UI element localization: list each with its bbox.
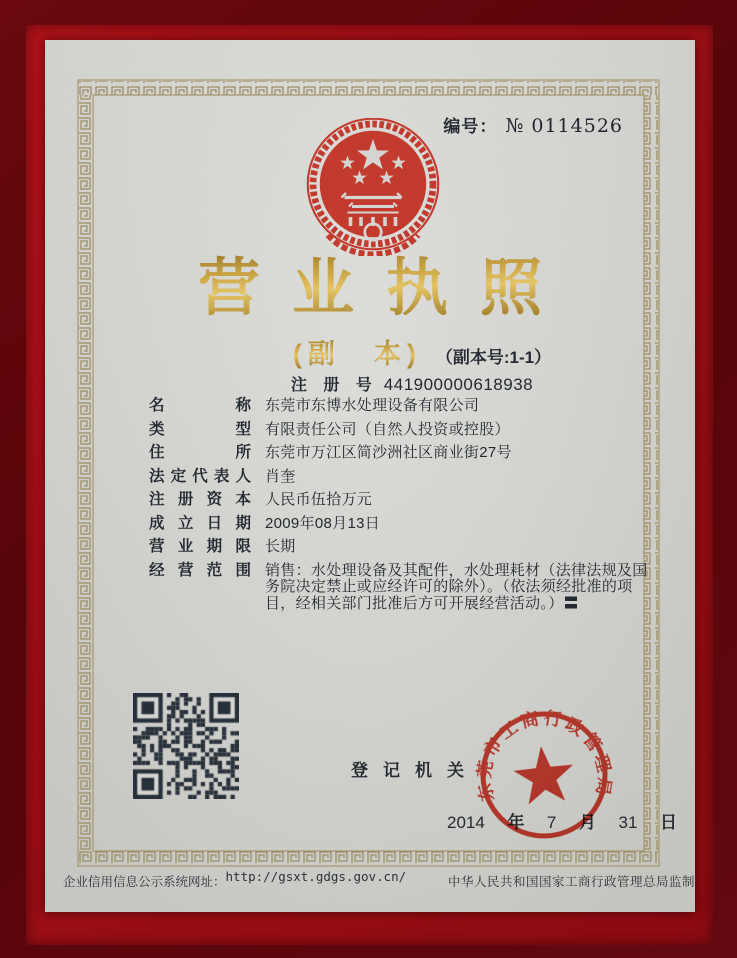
subtitle-row	[97, 332, 737, 371]
date-year-unit: 年	[507, 813, 525, 832]
field-label: 营业期限	[149, 538, 251, 555]
field-row	[149, 539, 654, 556]
footer	[63, 869, 695, 890]
license-title: 营业执照	[45, 238, 695, 327]
footer-right-text: 中华人民共和国国家工商行政管理总局监制	[447, 875, 695, 889]
official-seal	[457, 688, 631, 862]
field-value: 有限责任公司（自然人投资或控股）	[265, 420, 510, 438]
field-value: 2009年08月13日	[265, 514, 381, 532]
copy-label: (副 本)	[293, 332, 422, 371]
field-value: 东莞市东博水处理设备有限公司	[265, 397, 480, 414]
field-value: 东莞市万江区简沙洲社区商业街27号	[265, 444, 512, 461]
field-row	[149, 422, 654, 439]
date-day-unit: 日	[659, 813, 677, 832]
field-label: 注册资本	[149, 491, 251, 508]
field-row	[149, 492, 654, 509]
field-row	[149, 445, 654, 462]
field-value: 肖奎	[265, 467, 296, 485]
field-row	[149, 398, 654, 415]
seal-text: 东莞市工商行政管理局	[473, 707, 615, 804]
date-month-unit: 月	[578, 813, 596, 832]
field-label: 类型	[149, 420, 251, 438]
date-day: 31	[618, 813, 638, 832]
red-mat	[26, 25, 713, 945]
license-paper	[45, 40, 695, 912]
registration-number-label: 注 册 号	[290, 377, 378, 394]
serial-number-row	[443, 112, 623, 137]
field-row	[149, 469, 654, 486]
seal-star-icon	[511, 743, 576, 806]
field-label: 成立日期	[149, 514, 251, 532]
copy-number: （副本号:1-1）	[435, 348, 552, 367]
footer-url: http://gsxt.gdgs.gov.cn/	[225, 869, 407, 884]
field-label: 经营范围	[149, 561, 251, 579]
qr-code	[133, 693, 239, 799]
field-row	[149, 563, 654, 613]
date-month: 7	[546, 813, 557, 832]
field-label: 法定代表人	[149, 467, 251, 485]
field-value: 销售：水处理设备及其配件，水处理耗材（法律法规及国务院决定禁止或应经许可的除外）。（依法须经批准的项目，经相关部门批准后方可开展经营活动。）〓	[265, 561, 648, 612]
serial-label: 编号：	[443, 117, 498, 136]
footer-left-label: 企业信用信息公示系统网址：	[63, 875, 226, 889]
field-label: 住所	[149, 444, 251, 461]
field-value: 长期	[265, 538, 296, 555]
registration-number-value: 441900000618938	[383, 375, 534, 394]
date-year: 2014	[447, 813, 485, 832]
registration-number-row	[87, 372, 737, 395]
china-national-emblem-icon	[298, 118, 448, 256]
serial-number: № 0114526	[505, 115, 623, 137]
field-value: 人民币伍拾万元	[265, 491, 373, 508]
registry-authority-label: 登记机关	[351, 761, 479, 780]
field-row	[149, 516, 654, 533]
fields-table	[149, 398, 654, 619]
field-label: 名称	[149, 397, 251, 414]
